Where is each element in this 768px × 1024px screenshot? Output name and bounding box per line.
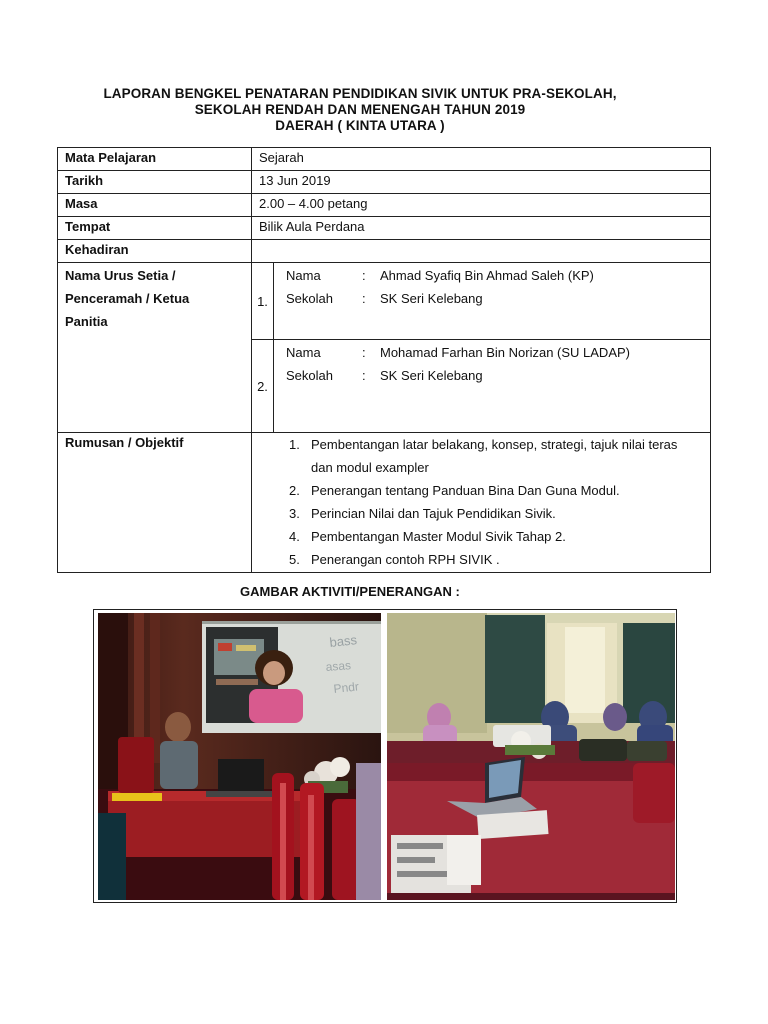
row-venue bbox=[58, 217, 711, 240]
time-label: Masa bbox=[58, 194, 252, 217]
colon: : bbox=[362, 291, 366, 306]
list-item bbox=[259, 525, 695, 548]
time-value: 2.00 – 4.00 petang bbox=[252, 194, 711, 217]
item-text: Penerangan contoh RPH SIVIK . bbox=[311, 552, 500, 567]
date-label: Tarikh bbox=[58, 171, 252, 194]
svg-text:Pndr: Pndr bbox=[332, 679, 360, 696]
colon: : bbox=[362, 368, 366, 383]
svg-text:bass: bass bbox=[328, 632, 358, 650]
title-line-3: DAERAH ( KINTA UTARA ) bbox=[275, 118, 445, 133]
item-text-continued: dan modul exampler bbox=[311, 460, 429, 475]
speaker-school: SK Seri Kelebang bbox=[380, 368, 483, 383]
subject-value: Sejarah bbox=[252, 148, 711, 171]
colon: : bbox=[362, 268, 366, 283]
photo-frame bbox=[93, 609, 677, 903]
row-speakers bbox=[58, 263, 711, 433]
attendance-label: Kehadiran bbox=[58, 240, 252, 263]
date-value: 13 Jun 2019 bbox=[252, 171, 711, 194]
activity-photo-participants bbox=[387, 613, 675, 900]
list-item bbox=[259, 502, 695, 525]
name-key: Nama bbox=[286, 268, 321, 283]
name-key: Nama bbox=[286, 345, 321, 360]
item-text: Pembentangan latar belakang, konsep, strategi, tajuk nilai teras bbox=[311, 437, 678, 452]
subject-label: Mata Pelajaran bbox=[58, 148, 252, 171]
objectives-label: Rumusan / Objektif bbox=[58, 433, 252, 573]
speakers-label bbox=[58, 263, 252, 433]
title-line-1: LAPORAN BENGKEL PENATARAN PENDIDIKAN SIVIK UNTUK PRA-SEKOLAH, bbox=[103, 86, 617, 101]
venue-value: Bilik Aula Perdana bbox=[252, 217, 711, 240]
colon: : bbox=[362, 345, 366, 360]
photos-heading: GAMBAR AKTIVITI/PENERANGAN : bbox=[240, 584, 460, 599]
speaker-entry bbox=[252, 340, 710, 432]
row-objectives bbox=[58, 433, 711, 573]
speaker-name: Mohamad Farhan Bin Norizan (SU LADAP) bbox=[380, 345, 630, 360]
report-table bbox=[57, 147, 711, 573]
svg-text:asas: asas bbox=[325, 658, 352, 674]
speakers-label-line-1: Nama Urus Setia / bbox=[65, 268, 176, 283]
speakers-cell bbox=[252, 263, 711, 433]
item-text: Perincian Nilai dan Tajuk Pendidikan Sivik. bbox=[311, 506, 556, 521]
objectives-list bbox=[259, 433, 703, 571]
activity-photo-presentation bbox=[98, 613, 381, 900]
row-date bbox=[58, 171, 711, 194]
item-number: 4. bbox=[289, 529, 300, 544]
attendance-value bbox=[252, 240, 711, 263]
item-number: 2. bbox=[289, 483, 300, 498]
objectives-cell bbox=[252, 433, 711, 573]
speaker-name: Ahmad Syafiq Bin Ahmad Saleh (KP) bbox=[380, 268, 594, 283]
item-number: 5. bbox=[289, 552, 300, 567]
speaker-number: 2. bbox=[252, 340, 274, 432]
school-key: Sekolah bbox=[286, 291, 333, 306]
presentation-photo-icon bbox=[98, 613, 381, 900]
speaker-entry bbox=[252, 263, 710, 340]
list-item bbox=[259, 433, 695, 479]
speakers-label-line-3: Panitia bbox=[65, 314, 108, 329]
row-attendance bbox=[58, 240, 711, 263]
item-text: Penerangan tentang Panduan Bina Dan Guna Modul. bbox=[311, 483, 620, 498]
item-text: Pembentangan Master Modul Sivik Tahap 2. bbox=[311, 529, 566, 544]
item-number: 1. bbox=[289, 437, 300, 452]
speakers-label-line-2: Penceramah / Ketua bbox=[65, 291, 190, 306]
item-number: 3. bbox=[289, 506, 300, 521]
speaker-school: SK Seri Kelebang bbox=[380, 291, 483, 306]
report-title bbox=[40, 86, 680, 134]
speaker-number: 1. bbox=[252, 263, 274, 339]
list-item bbox=[259, 548, 695, 571]
school-key: Sekolah bbox=[286, 368, 333, 383]
row-subject bbox=[58, 148, 711, 171]
row-time bbox=[58, 194, 711, 217]
list-item bbox=[259, 479, 695, 502]
title-line-2: SEKOLAH RENDAH DAN MENENGAH TAHUN 2019 bbox=[194, 102, 526, 117]
participants-photo-icon bbox=[387, 613, 675, 900]
venue-label: Tempat bbox=[58, 217, 252, 240]
